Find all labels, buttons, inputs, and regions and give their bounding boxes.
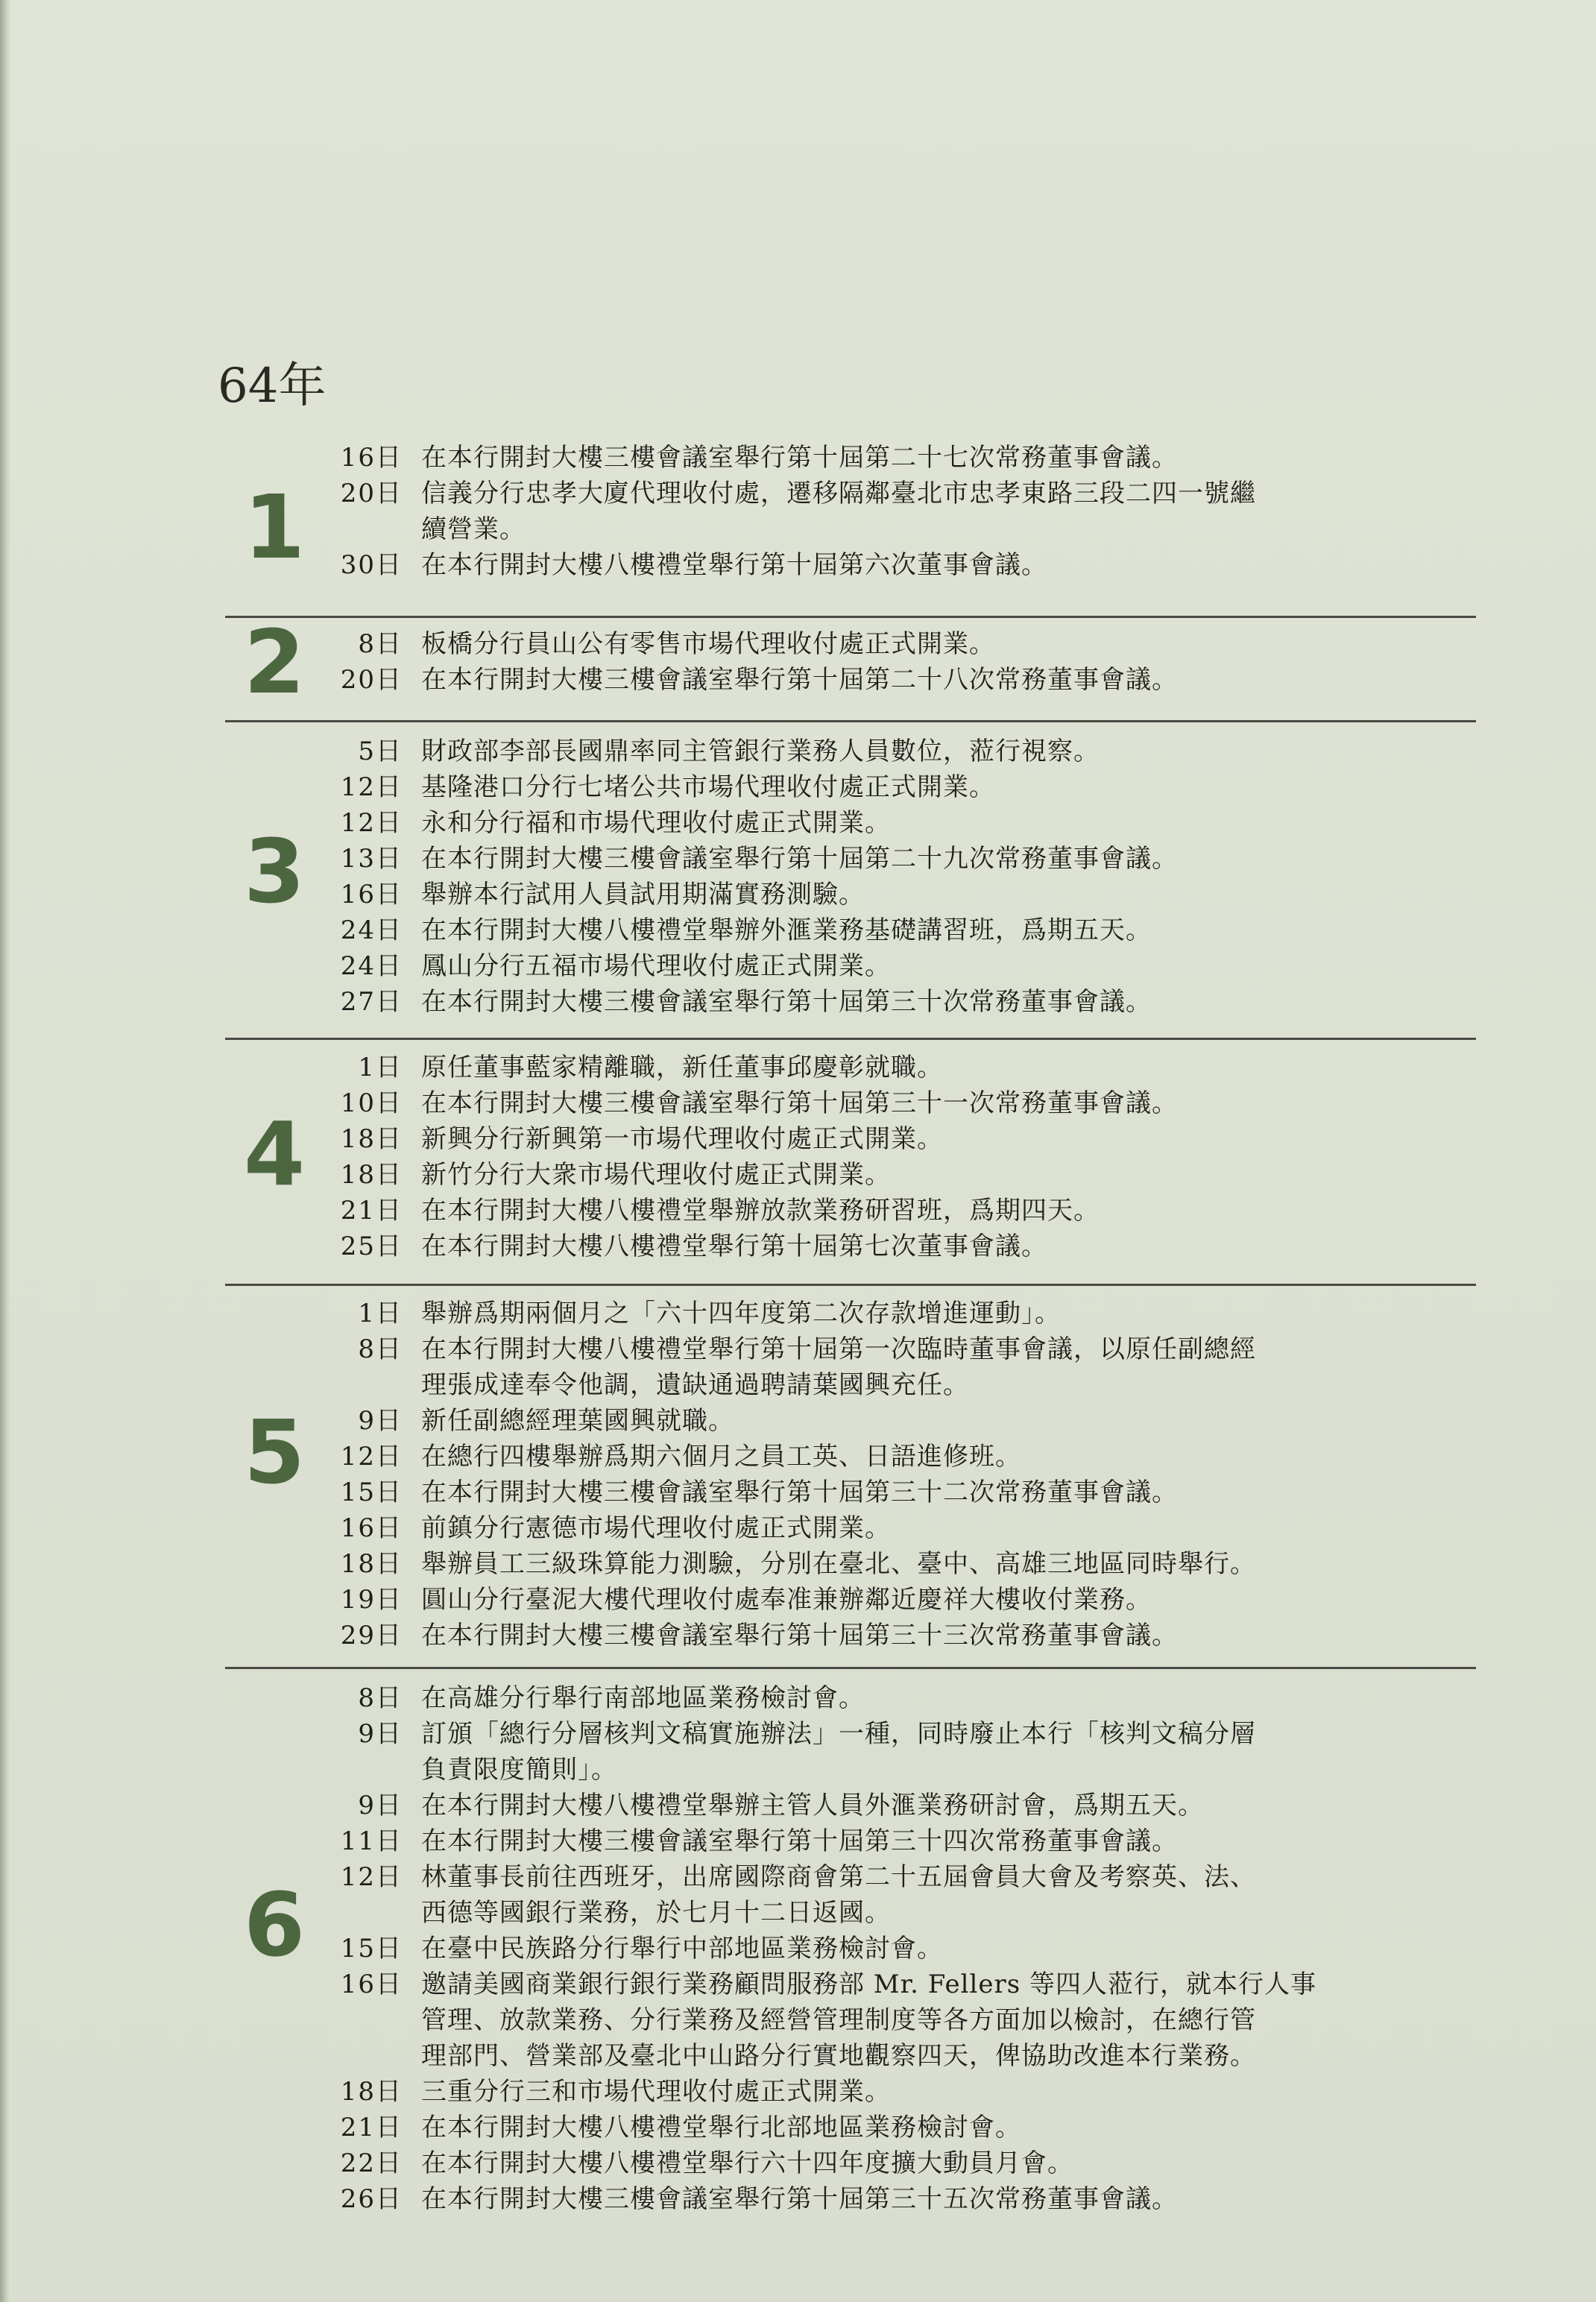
entry-date: 24日: [340, 951, 403, 981]
entry-date: 9日: [358, 1791, 403, 1820]
entry-date: 27日: [340, 987, 403, 1017]
month-number: 5: [243, 1401, 306, 1504]
entry-date: 18日: [340, 1124, 403, 1154]
entry-text: 在本行開封大樓三樓會議室舉行第十屆第二十八次常務董事會議。: [421, 665, 1178, 695]
entry-date: 8日: [358, 629, 403, 659]
entry-text: 在本行開封大樓三樓會議室舉行第十屆第三十三次常務董事會議。: [421, 1621, 1178, 1650]
entry-text: 新任副總經理葉國興就職。: [421, 1406, 734, 1436]
month-number: 3: [243, 820, 306, 923]
entry-text: 基隆港口分行七堵公共市場代理收付處正式開業。: [421, 772, 995, 802]
entry-date: 11日: [340, 1826, 403, 1856]
entry-text: 在本行開封大樓八樓禮堂舉行第十屆第一次臨時董事會議，以原任副總經 理張成達奉令他調，遺缺通過聘請葉國興充任。: [421, 1334, 1256, 1400]
entry-text: 在本行開封大樓八樓禮堂舉辦主管人員外滙業務研討會，爲期五天。: [421, 1791, 1204, 1820]
entry-text: 圓山分行臺泥大樓代理收付處奉准兼辦鄰近慶祥大樓收付業務。: [421, 1585, 1152, 1615]
entry-text: 在本行開封大樓三樓會議室舉行第十屆第三十五次常務董事會議。: [421, 2184, 1178, 2214]
entry-text: 在本行開封大樓八樓禮堂舉行北部地區業務檢討會。: [421, 2113, 1021, 2142]
entry-date: 12日: [340, 1862, 403, 1892]
entry-text: 信義分行忠孝大廈代理收付處，遷移隔鄰臺北市忠孝東路三段二四一號繼 續營業。: [421, 479, 1256, 544]
entry-date: 10日: [340, 1088, 403, 1118]
entry-text: 在本行開封大樓三樓會議室舉行第十屆第三十次常務董事會議。: [421, 987, 1152, 1017]
entry-date: 18日: [340, 2077, 403, 2107]
entry-date: 8日: [358, 1334, 403, 1364]
month-number: 2: [243, 611, 306, 713]
entry-text: 在本行開封大樓三樓會議室舉行第十屆第三十四次常務董事會議。: [421, 1826, 1178, 1856]
entry-text: 舉辦爲期兩個月之「六十四年度第二次存款增進運動」。: [421, 1299, 1061, 1328]
entry-date: 20日: [340, 479, 403, 508]
entry-date: 21日: [340, 2113, 403, 2142]
entry-text: 在高雄分行舉行南部地區業務檢討會。: [421, 1683, 865, 1713]
entry-date: 22日: [340, 2148, 403, 2178]
entry-date: 12日: [340, 1442, 403, 1472]
entry-text: 三重分行三和市場代理收付處正式開業。: [421, 2077, 891, 2107]
entry-date: 25日: [340, 1232, 403, 1261]
entry-text: 在本行開封大樓八樓禮堂舉行六十四年度擴大動員月會。: [421, 2148, 1073, 2178]
entry-text: 訂頒「總行分層核判文稿實施辦法」一種，同時廢止本行「核判文稿分層 負責限度簡則」。: [421, 1719, 1256, 1785]
entry-text: 在本行開封大樓三樓會議室舉行第十屆第二十七次常務董事會議。: [421, 443, 1178, 473]
entry-date: 16日: [340, 443, 403, 473]
entry-text: 在本行開封大樓八樓禮堂舉行第十屆第七次董事會議。: [421, 1232, 1047, 1261]
entry-date: 1日: [358, 1299, 403, 1328]
entry-text: 在本行開封大樓三樓會議室舉行第十屆第二十九次常務董事會議。: [421, 844, 1178, 874]
page-binding-edge: [0, 0, 10, 2302]
entry-date: 5日: [358, 737, 403, 766]
section-divider: [225, 1038, 1476, 1040]
section-divider: [225, 616, 1476, 618]
entry-text: 在本行開封大樓八樓禮堂舉辦放款業務研習班，爲期四天。: [421, 1196, 1100, 1226]
section-divider: [225, 1667, 1476, 1669]
entry-date: 16日: [340, 1513, 403, 1543]
entry-date: 29日: [340, 1621, 403, 1650]
entry-text: 板橋分行員山公有零售市場代理收付處正式開業。: [421, 629, 995, 659]
entry-text: 永和分行福和市場代理收付處正式開業。: [421, 808, 891, 838]
entry-date: 15日: [340, 1934, 403, 1964]
entry-date: 24日: [340, 915, 403, 945]
entry-date: 18日: [340, 1549, 403, 1579]
entry-date: 19日: [340, 1585, 403, 1615]
entry-date: 30日: [340, 550, 403, 580]
section-divider: [225, 720, 1476, 722]
entry-text: 前鎮分行憲德市場代理收付處正式開業。: [421, 1513, 891, 1543]
entry-date: 15日: [340, 1478, 403, 1507]
entry-date: 16日: [340, 880, 403, 909]
entry-date: 9日: [358, 1719, 403, 1749]
entry-text: 鳳山分行五福市場代理收付處正式開業。: [421, 951, 891, 981]
entry-text: 在臺中民族路分行舉行中部地區業務檢討會。: [421, 1934, 943, 1964]
month-number: 6: [243, 1873, 306, 1976]
entry-text: 原任董事藍家精離職，新任董事邱慶彰就職。: [421, 1053, 943, 1082]
entry-text: 新竹分行大衆市場代理收付處正式開業。: [421, 1160, 891, 1190]
entry-text: 邀請美國商業銀行銀行業務顧問服務部 Mr. Fellers 等四人蒞行，就本行人事 管理、放款業務、分行業務及經營管理制度等各方面加以檢討，在總行管 理部門、營業部及臺北中山路分行實地觀察四天，俾協助改進本行業務。: [421, 1970, 1316, 2071]
entry-date: 12日: [340, 808, 403, 838]
entry-date: 12日: [340, 772, 403, 802]
entry-date: 26日: [340, 2184, 403, 2214]
section-divider: [225, 1284, 1476, 1286]
year-title: 64年: [218, 359, 327, 414]
entry-date: 1日: [358, 1053, 403, 1082]
entry-text: 在本行開封大樓八樓禮堂舉行第十屆第六次董事會議。: [421, 550, 1047, 580]
entry-date: 18日: [340, 1160, 403, 1190]
entry-text: 舉辦員工三級珠算能力測驗，分別在臺北、臺中、高雄三地區同時舉行。: [421, 1549, 1256, 1579]
entry-text: 在本行開封大樓三樓會議室舉行第十屆第三十一次常務董事會議。: [421, 1088, 1178, 1118]
entry-date: 9日: [358, 1406, 403, 1436]
entry-text: 林董事長前往西班牙，出席國際商會第二十五屆會員大會及考察英、法、 西德等國銀行業務，於七月十二日返國。: [421, 1862, 1256, 1928]
entry-date: 16日: [340, 1970, 403, 1999]
entry-text: 在本行開封大樓三樓會議室舉行第十屆第三十二次常務董事會議。: [421, 1478, 1178, 1507]
entry-text: 在總行四樓舉辦爲期六個月之員工英、日語進修班。: [421, 1442, 1021, 1472]
entry-text: 舉辦本行試用人員試用期滿實務測驗。: [421, 880, 865, 909]
entry-text: 財政部李部長國鼎率同主管銀行業務人員數位，蒞行視察。: [421, 737, 1100, 766]
entry-text: 在本行開封大樓八樓禮堂舉辦外滙業務基礎講習班，爲期五天。: [421, 915, 1152, 945]
month-number: 4: [243, 1103, 306, 1205]
entry-date: 8日: [358, 1683, 403, 1713]
month-number: 1: [243, 476, 306, 578]
entry-date: 13日: [340, 844, 403, 874]
entry-date: 21日: [340, 1196, 403, 1226]
entry-date: 20日: [340, 665, 403, 695]
entry-text: 新興分行新興第一市場代理收付處正式開業。: [421, 1124, 943, 1154]
